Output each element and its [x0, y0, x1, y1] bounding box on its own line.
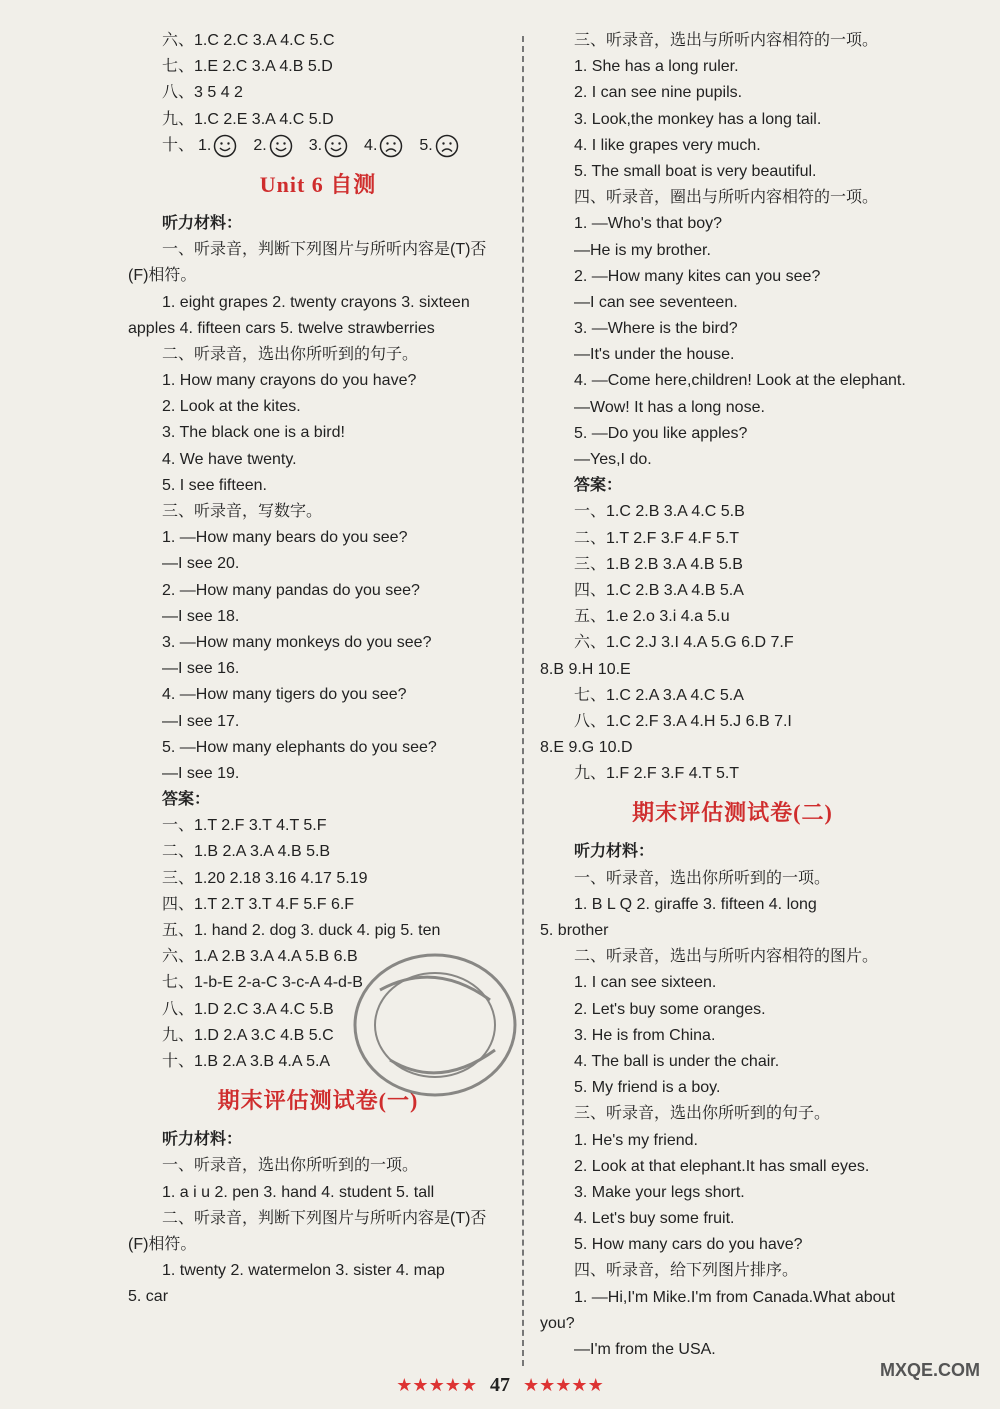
text-line: —I see 16.	[162, 660, 240, 678]
text-line: 3. —Where is the bird?	[574, 320, 738, 338]
faces-prefix: 十、	[162, 136, 195, 154]
footer-stars-left: ★★★★★	[396, 1375, 477, 1395]
text-line: —Wow! It has a long nose.	[574, 398, 765, 416]
smiley-face-icon	[213, 134, 237, 158]
text-line: 3. Make your legs short.	[574, 1183, 745, 1201]
text-line: —It's under the house.	[574, 346, 735, 364]
text-line: 4. I like grapes very much.	[574, 136, 761, 154]
text-line: 2. I can see nine pupils.	[574, 84, 743, 102]
column-divider	[522, 36, 524, 1366]
text-line: you?	[540, 1314, 575, 1332]
text-line: 六、1.A 2.B 3.A 4.A 5.B 6.B	[162, 948, 358, 966]
text-line: 三、听录音，写数字。	[162, 503, 323, 520]
page-number: 47	[490, 1374, 510, 1396]
watermark: MXQE.COM	[880, 1360, 981, 1380]
face-label: 5.	[419, 136, 433, 154]
text-line: 1. I can see sixteen.	[574, 974, 717, 992]
exam1-section	[128, 1127, 508, 1310]
text-line: 四、1.T 2.T 3.T 4.F 5.F 6.F	[162, 895, 355, 913]
text-line: 听力材料：	[574, 843, 655, 861]
text-line: 八、1.C 2.F 3.A 4.H 5.J 6.B 7.I	[574, 712, 792, 730]
text-line: 4. The ball is under the chair.	[574, 1052, 780, 1070]
text-line: —I see 18.	[162, 607, 240, 625]
text-line: 5. —Do you like apples?	[574, 424, 748, 442]
text-line: 五、1.e 2.o 3.i 4.a 5.u	[574, 608, 730, 626]
text-line: 1. —Who's that boy?	[574, 215, 723, 233]
text-line: (F)相符。	[128, 267, 197, 285]
text-line: 听力材料：	[162, 1131, 243, 1149]
text-line: 四、1.C 2.B 3.A 4.B 5.A	[574, 581, 744, 599]
text-line: 4. —Come here,children! Look at the elephant.	[574, 372, 906, 390]
text-line: —Yes,I do.	[574, 451, 652, 468]
text-line: 1. B L Q 2. giraffe 3. fifteen 4. long	[574, 895, 817, 913]
text-line: 二、1.B 2.A 3.A 4.B 5.B	[162, 843, 331, 861]
face-label: 2.	[253, 136, 267, 154]
answer-line: 七、1.E 2.C 3.A 4.B 5.D	[162, 58, 333, 76]
text-line: 三、听录音，选出你所听到的句子。	[574, 1105, 831, 1123]
exam1-title: 期末评估测试卷(一)	[217, 1088, 419, 1114]
text-line: 六、1.C 2.J 3.I 4.A 5.G 6.D 7.F	[574, 634, 794, 652]
text-line: 1. —How many bears do you see?	[162, 529, 408, 547]
right-section-a	[540, 28, 925, 787]
text-line: 3. He is from China.	[574, 1026, 716, 1044]
text-line: 1. —Hi,I'm Mike.I'm from Canada.What about	[574, 1288, 895, 1306]
text-line: —I can see seventeen.	[574, 293, 738, 311]
text-line: 十、1.B 2.A 3.B 4.A 5.A	[162, 1052, 331, 1070]
faces-row	[128, 133, 508, 159]
text-line: 一、听录音，选出你所听到的一项。	[574, 869, 831, 887]
faces-holder	[198, 133, 475, 159]
text-line: 8.E 9.G 10.D	[540, 739, 633, 757]
text-line: 1. a i u 2. pen 3. hand 4. student 5. tall	[162, 1183, 435, 1201]
text-line: 三、听录音，选出与所听内容相符的一项。	[574, 32, 879, 49]
text-line: 听力材料：	[162, 214, 243, 232]
text-line: 七、1.C 2.A 3.A 4.C 5.A	[574, 686, 744, 704]
text-line: 4. We have twenty.	[162, 450, 297, 468]
text-line: 一、听录音，判断下列图片与所听内容是(T)否	[162, 241, 487, 259]
text-line: 2. —How many kites can you see?	[574, 267, 821, 285]
text-line: —He is my brother.	[574, 241, 711, 259]
face-label: 3.	[308, 136, 323, 154]
text-line: —I see 17.	[162, 712, 240, 730]
text-line: 1. twenty 2. watermelon 3. sister 4. map	[162, 1262, 445, 1280]
text-line: —I see 19.	[162, 764, 240, 782]
text-line: 1. He's my friend.	[574, 1131, 698, 1149]
text-line: 4. Let's buy some fruit.	[574, 1210, 735, 1228]
text-line: 2. —How many pandas do you see?	[162, 581, 420, 599]
text-line: 答案：	[574, 477, 623, 495]
footer-stars-right: ★★★★★	[523, 1375, 604, 1395]
answer-line: 六、1.C 2.C 3.A 4.C 5.C	[162, 32, 335, 49]
text-line: 3. The black one is a bird!	[162, 424, 345, 442]
text-line: 一、1.T 2.F 3.T 4.T 5.F	[162, 817, 327, 835]
text-line: 二、1.T 2.F 3.F 4.F 5.T	[574, 529, 740, 547]
smiley-face-icon	[324, 134, 348, 158]
text-line: 四、听录音，圈出与所听内容相符的一项。	[574, 189, 879, 207]
text-line: (F)相符。	[128, 1235, 197, 1253]
text-line: 5. How many cars do you have?	[574, 1236, 803, 1254]
text-line: 5. I see fifteen.	[162, 476, 267, 494]
right-column	[540, 28, 925, 1363]
face-label: 1.	[198, 136, 212, 154]
answer-line: 八、3 5 4 2	[162, 84, 243, 102]
text-line: 一、1.C 2.B 3.A 4.C 5.B	[574, 503, 745, 521]
text-line: 三、1.20 2.18 3.16 4.17 5.19	[162, 869, 368, 887]
text-line: 1. eight grapes 2. twenty crayons 3. sixteen	[162, 293, 470, 311]
text-line: apples 4. fifteen cars 5. twelve strawberries	[128, 319, 435, 337]
text-line: 5. car	[128, 1288, 169, 1306]
text-line: 1. She has a long ruler.	[574, 58, 739, 76]
right-section-b	[540, 839, 925, 1363]
text-line: 2. Look at the kites.	[162, 398, 301, 416]
face-label: 4.	[364, 136, 378, 154]
text-line: 五、1. hand 2. dog 3. duck 4. pig 5. ten	[162, 922, 441, 939]
text-line: —I'm from the USA.	[574, 1341, 716, 1358]
sad-face-icon	[435, 134, 459, 158]
text-line: 3. —How many monkeys do you see?	[162, 633, 432, 651]
text-line: 4. —How many tigers do you see?	[162, 686, 407, 704]
text-line: 答案：	[162, 791, 211, 809]
text-line: 5. The small boat is very beautiful.	[574, 162, 817, 180]
text-line: 八、1.D 2.C 3.A 4.C 5.B	[162, 1000, 334, 1018]
text-line: 二、听录音，判断下列图片与所听内容是(T)否	[162, 1209, 487, 1227]
text-line: 5. brother	[540, 922, 609, 939]
sad-face-icon	[379, 134, 403, 158]
answer-line: 九、1.C 2.E 3.A 4.C 5.D	[162, 110, 334, 128]
stamp-icon	[340, 930, 530, 1120]
text-line: 九、1.D 2.A 3.C 4.B 5.C	[162, 1026, 334, 1044]
left-top-answers	[128, 28, 508, 133]
text-line: 二、听录音，选出与所听内容相符的图片。	[574, 948, 879, 966]
unit6-title: Unit 6 自测	[259, 171, 377, 197]
text-line: 5. My friend is a boy.	[574, 1079, 721, 1097]
text-line: —I see 20.	[162, 555, 240, 573]
text-line: 3. Look,the monkey has a long tail.	[574, 110, 822, 128]
text-line: 2. Look at that elephant.It has small eyes.	[574, 1157, 870, 1175]
text-line: 一、听录音，选出你所听到的一项。	[162, 1157, 419, 1175]
smiley-face-icon	[269, 134, 293, 158]
exam2-title: 期末评估测试卷(二)	[632, 800, 833, 826]
text-line: 8.B 9.H 10.E	[540, 660, 631, 678]
page-footer	[0, 1374, 1000, 1397]
text-line: 2. Let's buy some oranges.	[574, 1000, 766, 1018]
text-line: 二、听录音，选出你所听到的句子。	[162, 345, 419, 363]
text-line: 1. How many crayons do you have?	[162, 372, 417, 390]
text-line: 三、1.B 2.B 3.A 4.B 5.B	[574, 555, 743, 573]
text-line: 九、1.F 2.F 3.F 4.T 5.T	[574, 765, 740, 783]
text-line: 5. —How many elephants do you see?	[162, 738, 437, 756]
text-line: 七、1-b-E 2-a-C 3-c-A 4-d-B	[162, 974, 363, 992]
text-line: 四、听录音，给下列图片排序。	[574, 1262, 799, 1280]
